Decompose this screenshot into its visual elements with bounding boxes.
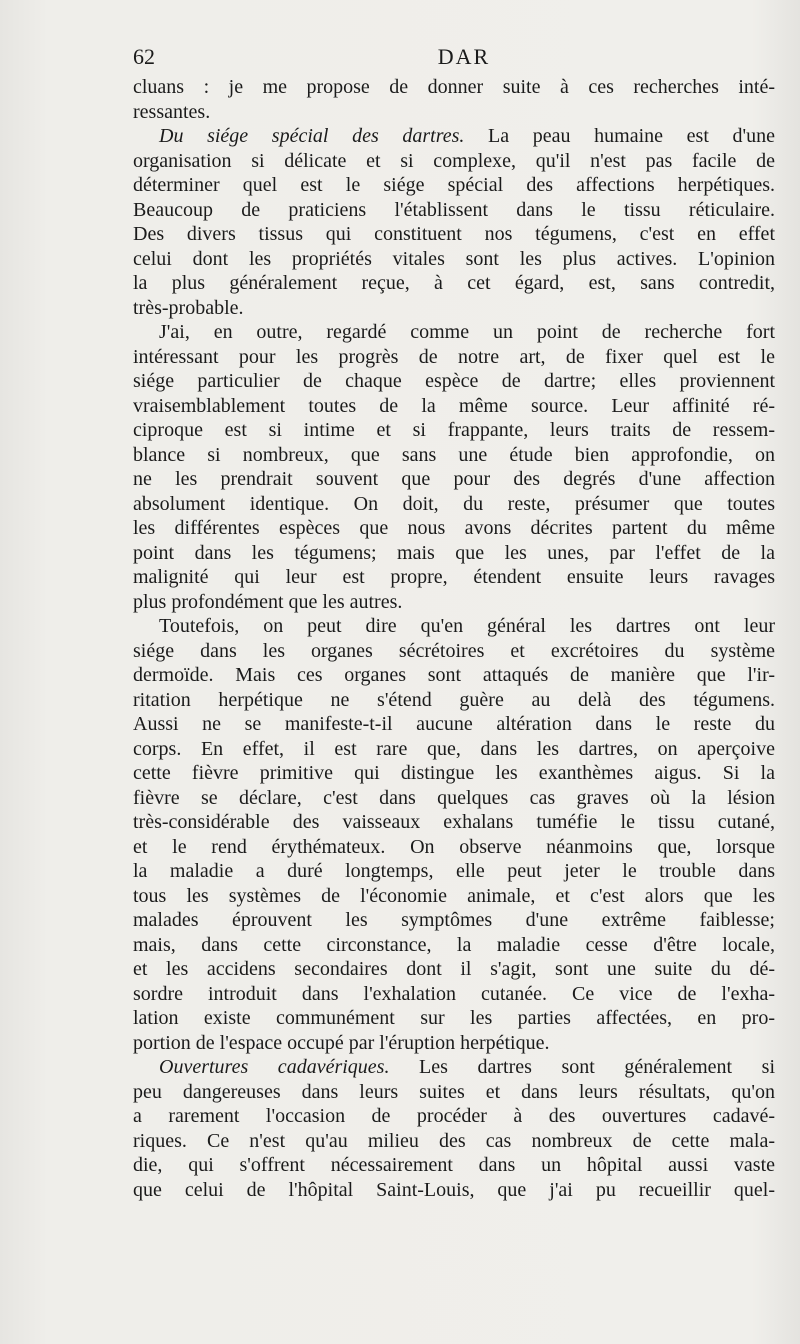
text-line: très-considérable des vaisseaux exhalans tuméfie le tissu cutané, [133, 811, 775, 833]
text-line: absolument identique. On doit, du reste, présumer que toutes [133, 492, 775, 515]
text-line: sordre introduit dans l'exhalation cutanée. Ce vice de l'exha- [133, 982, 775, 1005]
text-line: tous les systèmes de l'économie animale, et c'est alors que les [133, 884, 775, 907]
text-line: Des divers tissus qui constituent nos tégumens, c'est en effet [133, 223, 775, 245]
text-line: siége particulier de chaque espèce de dartre; elles proviennent [133, 370, 775, 392]
text-line: celui dont les propriétés vitales sont les plus actives. L'opinion [133, 247, 775, 270]
text-line: intéressant pour les progrès de notre art, de fixer quel est le [133, 345, 775, 368]
text-line: Aussi ne se manifeste-t-il aucune altération dans le reste du [133, 713, 775, 735]
text-line: Toutefois, on peut dire qu'en général les dartres ont leur [159, 615, 775, 637]
section-heading-line [133, 124, 775, 149]
body-text [133, 75, 775, 1202]
text-line: dermoïde. Mais ces organes sont attaqués de manière que l'ir- [133, 664, 775, 686]
section-heading-siege: Du siége spécial des dartres. [159, 125, 465, 147]
text-line: ressantes. [133, 100, 211, 123]
text-line: corps. En effet, il est rare que, dans les dartres, on aperçoive [133, 737, 775, 760]
text-line: ciproque est si intime et si frappante, leurs traits de ressem- [133, 419, 775, 441]
text-line: et le rend érythémateux. On observe néanmoins que, lorsque [133, 835, 775, 858]
text-line: ritation herpétique ne s'étend guère au delà des tégumens. [133, 688, 775, 711]
text-line: portion de l'espace occupé par l'éruption herpétique. [133, 1031, 550, 1054]
text-line: plus profondément que les autres. [133, 590, 403, 613]
text-line: J'ai, en outre, regardé comme un point de recherche fort [159, 321, 775, 343]
text-line: peu dangereuses dans leurs suites et dans leurs résultats, qu'on [133, 1080, 775, 1103]
text-line: très-probable. [133, 296, 244, 319]
text-line: siége dans les organes sécrétoires et excrétoires du système [133, 639, 775, 662]
running-head: DAR [437, 44, 491, 69]
text-line: que celui de l'hôpital Saint-Louis, que j'ai pu recueillir quel- [133, 1178, 775, 1201]
text-line: les différentes espèces que nous avons décrites partent du même [133, 517, 775, 539]
text-line: mais, dans cette circonstance, la maladie cesse d'être locale, [133, 933, 775, 956]
text-line: la maladie a duré longtemps, elle peut jeter le trouble dans [133, 860, 775, 882]
text-line: déterminer quel est le siége spécial des affections herpétiques. [133, 174, 775, 196]
text-line: et les accidens secondaires dont il s'agit, sont une suite du dé- [133, 958, 775, 980]
heading-continuation: La peau humaine est d'une [464, 125, 775, 147]
page-number: 62 [133, 44, 155, 69]
text-line: riques. Ce n'est qu'au milieu des cas nombreux de cette mala- [133, 1129, 775, 1152]
text-line: a rarement l'occasion de procéder à des ouvertures cadavé- [133, 1105, 775, 1127]
text-line: Beaucoup de praticiens l'établissent dans le tissu réticulaire. [133, 198, 775, 221]
text-line: vraisemblablement toutes de la même source. Leur affinité ré- [133, 394, 775, 417]
text-line: point dans les tégumens; mais que les unes, par l'effet de la [133, 541, 775, 564]
text-line: organisation si délicate et si complexe, qu'il n'est pas facile de [133, 149, 775, 172]
text-line: malignité qui leur est propre, étendent ensuite leurs ravages [133, 566, 775, 588]
text-line: cette fièvre primitive qui distingue les exanthèmes aigus. Si la [133, 762, 775, 784]
text-line: die, qui s'offrent nécessairement dans un hôpital aussi vaste [133, 1154, 775, 1176]
text-line: lation existe communément sur les parties affectées, en pro- [133, 1007, 775, 1029]
page-header [133, 44, 775, 74]
text-line: fièvre se déclare, c'est dans quelques cas graves où la lésion [133, 786, 775, 809]
text-line: la plus généralement reçue, à cet égard, est, sans contredit, [133, 272, 775, 294]
section-heading-ouvertures: Ouvertures cadavériques. [159, 1056, 390, 1078]
section-heading-line [133, 1055, 775, 1080]
heading-continuation: Les dartres sont généralement si [389, 1056, 776, 1078]
text-line: ne les prendrait souvent que pour des degrés d'une affection [133, 468, 775, 490]
text-line: malades éprouvent les symptômes d'une extrême faiblesse; [133, 909, 775, 931]
text-line: blance si nombreux, que sans une étude bien approfondie, on [133, 443, 775, 466]
text-line: cluans : je me propose de donner suite à ces recherches inté- [133, 76, 775, 98]
